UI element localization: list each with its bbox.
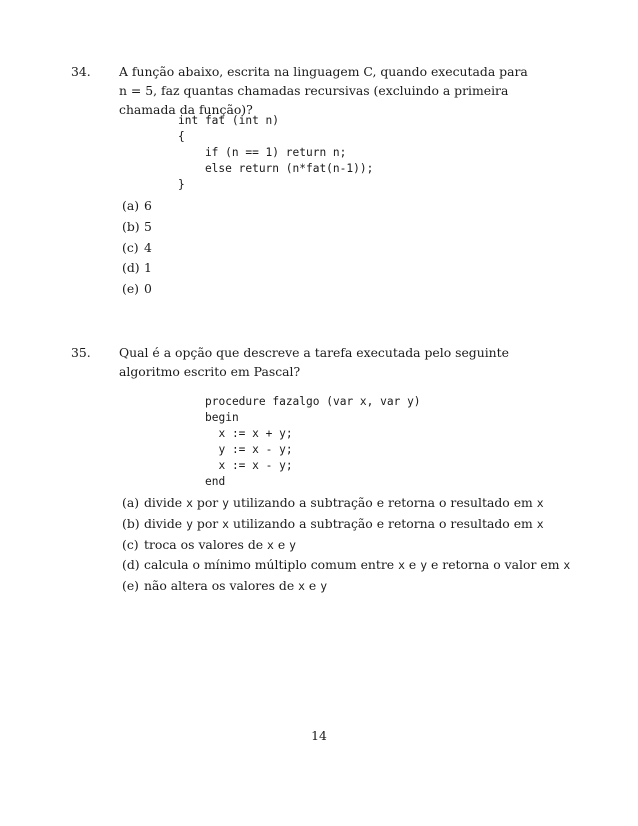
code-pascal-line: x := x - y; bbox=[205, 459, 293, 472]
answer-option bbox=[122, 516, 570, 537]
question-35-text: Qual é a opção que descreve a tarefa executada pelo seguinte algoritmo escrito em Pascal? bbox=[119, 345, 509, 379]
answer-option bbox=[122, 240, 152, 261]
option-label: (b) bbox=[122, 218, 140, 234]
option-text: troca os valores de x e y bbox=[144, 536, 297, 552]
code-c-line: int fat (int n) bbox=[178, 114, 280, 127]
option-text: 1 bbox=[144, 260, 152, 276]
answer-option bbox=[122, 281, 152, 302]
option-label: (e) bbox=[122, 281, 140, 297]
answer-option bbox=[122, 219, 152, 240]
question-34-number: 34. bbox=[71, 64, 91, 79]
code-c-line: } bbox=[178, 178, 185, 191]
question-35 bbox=[71, 343, 535, 381]
code-pascal-line: end bbox=[205, 475, 226, 488]
code-c-line: if (n == 1) return n; bbox=[178, 146, 347, 159]
code-block-pascal bbox=[205, 394, 421, 490]
answer-option bbox=[122, 495, 570, 516]
page-number: 14 bbox=[311, 728, 327, 743]
code-pascal-line: y := x - y; bbox=[205, 443, 293, 456]
question-35-number: 35. bbox=[71, 345, 91, 360]
option-text: calcula o mínimo múltiplo comum entre x e y e retorna o valor em x bbox=[144, 557, 571, 573]
option-text: não altera os valores de x e y bbox=[144, 578, 328, 594]
answer-option bbox=[122, 198, 152, 219]
option-text: 0 bbox=[144, 281, 152, 297]
question-34-stem bbox=[71, 62, 535, 119]
option-text: divide y por x utilizando a subtração e retorna o resultado em x bbox=[144, 515, 544, 531]
question-35-options bbox=[122, 495, 570, 599]
option-label: (e) bbox=[122, 578, 140, 594]
option-text: divide x por y utilizando a subtração e retorna o resultado em x bbox=[144, 495, 544, 510]
option-text: 5 bbox=[144, 218, 152, 234]
answer-option bbox=[122, 578, 570, 599]
option-label: (d) bbox=[122, 557, 140, 573]
code-c-line: { bbox=[178, 130, 185, 143]
answer-option bbox=[122, 260, 152, 281]
code-pascal-line: begin bbox=[205, 411, 239, 424]
code-pascal-line: procedure fazalgo (var x, var y) bbox=[205, 395, 421, 408]
question-35-stem bbox=[71, 343, 535, 381]
option-label: (c) bbox=[122, 536, 139, 552]
code-block-c bbox=[178, 113, 373, 193]
answer-option bbox=[122, 537, 570, 558]
option-text: 6 bbox=[144, 198, 152, 213]
option-label: (a) bbox=[122, 495, 140, 510]
question-34 bbox=[71, 62, 535, 119]
question-34-text: A função abaixo, escrita na linguagem C, quando executada para n = 5, faz quantas chamadas recursivas (excluindo a primeira chamada da função)? bbox=[119, 64, 528, 117]
option-label: (b) bbox=[122, 515, 140, 531]
code-c-line: else return (n*fat(n-1)); bbox=[178, 162, 374, 175]
question-34-options bbox=[122, 198, 152, 302]
code-pascal-line: x := x + y; bbox=[205, 427, 293, 440]
option-label: (a) bbox=[122, 198, 140, 213]
option-label: (d) bbox=[122, 260, 140, 276]
answer-option bbox=[122, 557, 570, 578]
option-text: 4 bbox=[144, 239, 152, 255]
option-label: (c) bbox=[122, 239, 139, 255]
